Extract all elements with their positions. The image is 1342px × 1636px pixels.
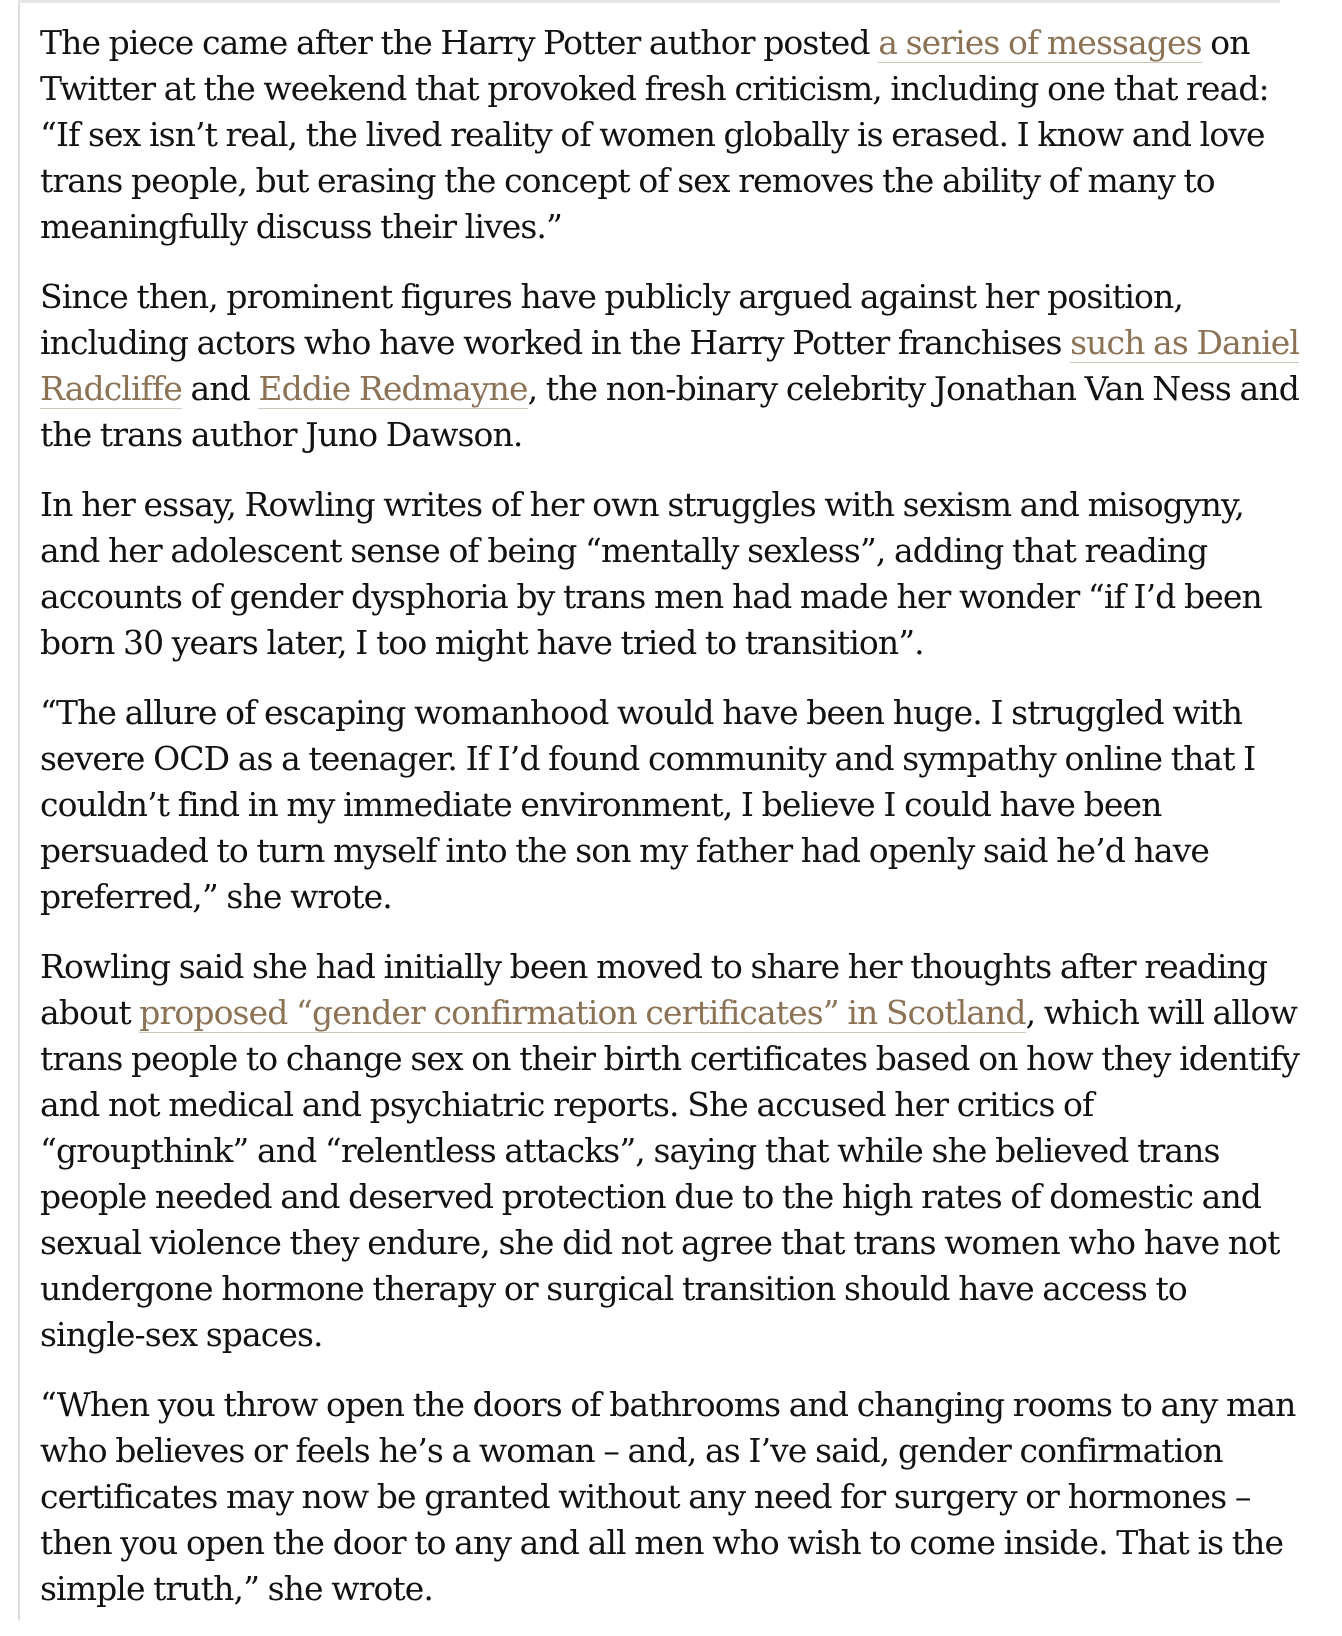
article-paragraph (40, 482, 1300, 666)
article-paragraph (40, 274, 1300, 458)
paragraph-text: “When you throw open the doors of bathrooms and changing rooms to any man who believes or feels he’s a woman – and, as I’ve said, gender confirmation certificates may now be granted without any need for surgery or hormones – then you open the door to any and all men who wish to come inside. That is the simple truth,” she wrote. (40, 1385, 1296, 1608)
paragraph-text: , the non-binary celebrity Jonathan Van Ness and the trans author Juno Dawson. (40, 369, 1299, 454)
paragraph-text: Rowling said she had initially been moved to share her thoughts after reading about (40, 947, 1268, 1032)
paragraph-text: Since then, prominent figures have publicly argued against her position, including actors who have worked in the Harry Potter franchises (40, 277, 1183, 362)
inline-link[interactable]: such as Daniel Radcliffe (40, 323, 1300, 408)
article-left-rule (18, 0, 20, 1620)
inline-link[interactable]: Eddie Redmayne (258, 369, 528, 408)
paragraph-text: “The allure of escaping womanhood would have been huge. I struggled with severe OCD as a teenager. If I’d found community and sympathy online that I couldn’t find in my immediate environment, I believe I could have been persuaded to turn myself into the son my father had openly said he’d have preferred,” she wrote. (40, 693, 1256, 916)
paragraph-text: and (181, 369, 259, 408)
article-paragraph (40, 20, 1300, 250)
paragraph-text: on Twitter at the weekend that provoked fresh criticism, including one that read: “If sex isn’t real, the lived reality of women globally is erased. I know and love trans people, but erasing the concept of sex removes the ability of many to meaningfully discuss their lives.” (40, 23, 1269, 246)
paragraph-text: In her essay, Rowling writes of her own struggles with sexism and misogyny, and her adolescent sense of being “mentally sexless”, adding that reading accounts of gender dysphoria by trans men had made her wonder “if I’d been born 30 years later, I too might have tried to transition”. (40, 485, 1262, 662)
article-paragraph (40, 944, 1300, 1358)
article-body (40, 20, 1300, 1636)
inline-link[interactable]: a series of messages (878, 23, 1202, 62)
article-paragraph (40, 690, 1300, 920)
article-paragraph (40, 1382, 1300, 1612)
article-top-rule (18, 0, 1280, 3)
paragraph-text: The piece came after the Harry Potter author posted (40, 23, 879, 62)
paragraph-text: , which will allow trans people to change sex on their birth certificates based on how they identify and not medical and psychiatric reports. She accused her critics of “groupthink” and “relentless attacks”, saying that while she believed trans people needed and deserved protection due to the high rates of domestic and sexual violence they endure, she did not agree that trans women who have not undergone hormone therapy or surgical transition should have access to single-sex spaces. (40, 993, 1300, 1354)
inline-link[interactable]: proposed “gender confirmation certificates” in Scotland (139, 993, 1026, 1032)
